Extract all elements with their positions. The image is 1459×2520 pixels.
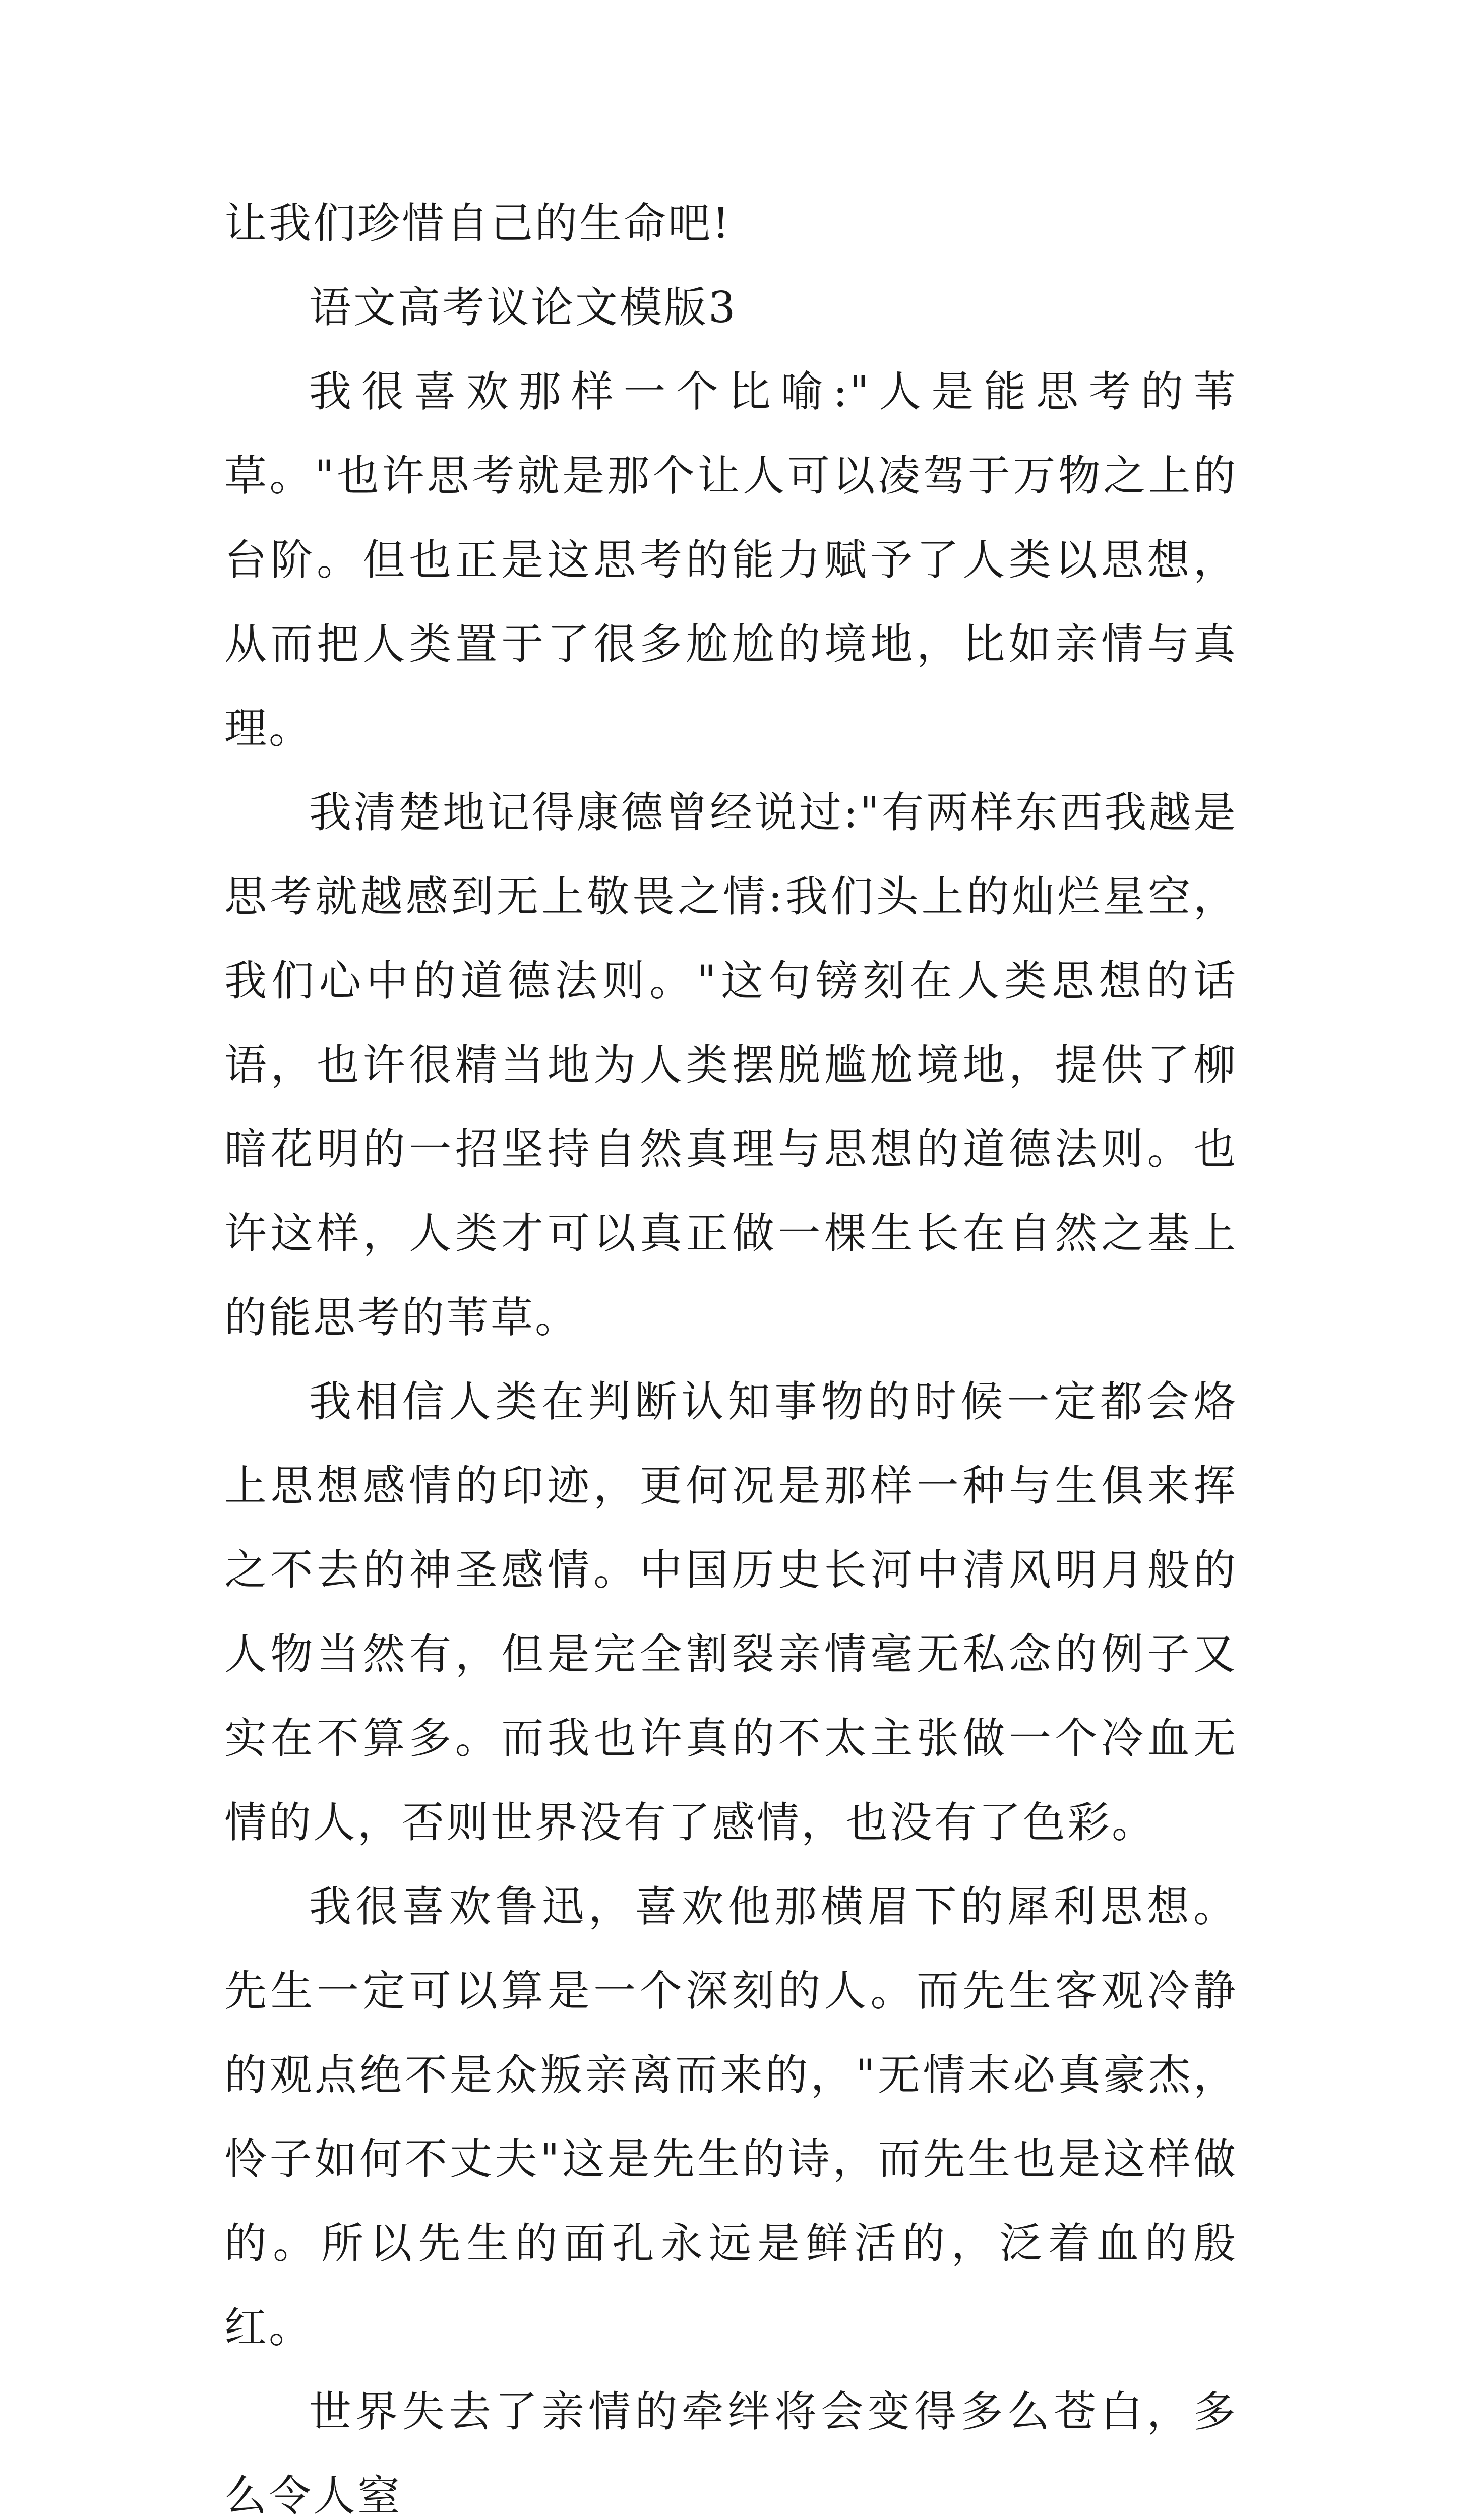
paragraph-kant-quote: 我清楚地记得康德曾经说过:"有两样东西我越是思考就越感到无上敬畏之情:我们头上的灿烂星空，我们心中的道德法则。"这句镑刻在人类思想的话语，也许很精当地为人类摆脱尴尬境地，提供了柳暗花明的一招坚持自然真理与思想的道德法则。也许这样，人类才可以真正做一棵生长在自然之基上的能思考的苇草。 [224,788,1238,1342]
paragraph-world-without-family: 世界失去了亲情的牵绊将会变得多么苍白，多么令人窒 [224,2387,1238,2520]
document-body [224,181,1238,2520]
paragraph-human-emotion: 我相信人类在判断认知事物的时候一定都会烙上思想感情的印迹，更何况是那样一种与生俱来挥之不去的神圣感情。中国历史长河中清风明月般的人物当然有，但是完全割裂亲情毫无私念的例子又实在不算多。而我也许真的不太主张做一个冷血无情的人，否则世界没有了感情，也没有了色彩。 [224,1377,1238,1847]
paragraph-closing-line: 让我们珍惜自己的生命吧! [224,199,732,248]
paragraph-lu-xun: 我很喜欢鲁迅，喜欢他那横眉下的犀利思想。先生一定可以算是一个深刻的人。而先生客观冷静的观点绝不是众叛亲离而来的，"无情末必真豪杰，怜子如何不丈夫"这是先生的诗，而先生也是这样做的。所以先生的面孔永远是鲜活的，泛着血的殷红。 [224,1882,1238,2352]
essay-heading: 语文高考议论文模版3 [309,283,738,332]
paragraph-reed-metaphor: 我很喜欢那样一个比喻:"人是能思考的苇草。"也许思考就是那个让人可以凌驾于万物之上的台阶。但也正是这思考的能力赋予了人类以思想，从而把人类置于了很多尬尬的境地，比如亲情与真理。 [224,367,1238,753]
